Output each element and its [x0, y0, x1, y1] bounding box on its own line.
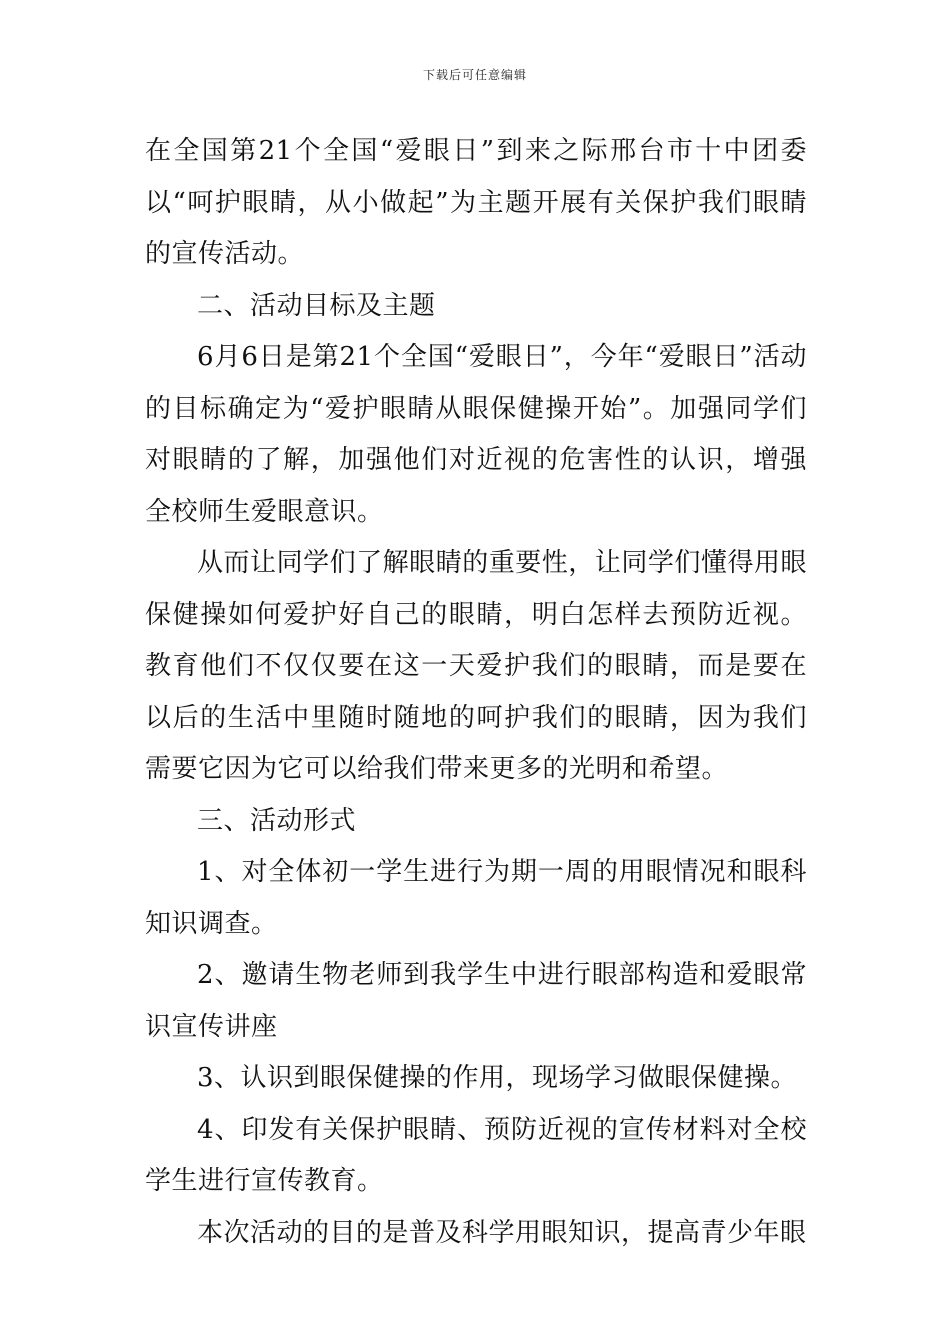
- list-item-materials: 4、印发有关保护眼睛、预防近视的宣传材料对全校学生进行宣传教育。: [145, 1114, 807, 1196]
- section-heading-forms: 三、活动形式: [197, 805, 357, 836]
- paragraph-purpose: 从而让同学们了解眼睛的重要性，让同学们懂得用眼保健操如何爱护好自己的眼睛，明白怎样去预防近视。教育他们不仅仅要在这一天爱护我们的眼睛，而是要在以后的生活中里随时随地的呵护我们的眼睛，因为我们需要它因为它可以给我们带来更多的光明和希望。: [145, 548, 807, 784]
- paragraph-goals: 6月6日是第21个全国“爱眼日”，今年“爱眼日”活动的目标确定为“爱护眼睛从眼保健操开始”。加强同学们对眼睛的了解，加强他们对近视的危害性的认识，增强全校师生爱眼意识。: [145, 342, 807, 527]
- list-item-lecture: 2、邀请生物老师到我学生中进行眼部构造和爱眼常识宣传讲座: [145, 960, 807, 1042]
- paragraph-conclusion: 本次活动的目的是普及科学用眼知识，提高青少年眼: [197, 1217, 807, 1248]
- document-body: [145, 126, 807, 1259]
- section-heading-goals: 二、活动目标及主题: [197, 290, 436, 321]
- page-header-note: 下载后可任意编辑: [422, 68, 527, 82]
- list-item-exercise: 3、认识到眼保健操的作用，现场学习做眼保健操。: [197, 1063, 798, 1093]
- paragraph-intro: 在全国第21个全国“爱眼日”到来之际邢台市十中团委以“呵护眼睛，从小做起”为主题开展有关保护我们眼睛的宣传活动。: [145, 136, 807, 269]
- list-item-survey: 1、对全体初一学生进行为期一周的用眼情况和眼科知识调查。: [145, 857, 807, 939]
